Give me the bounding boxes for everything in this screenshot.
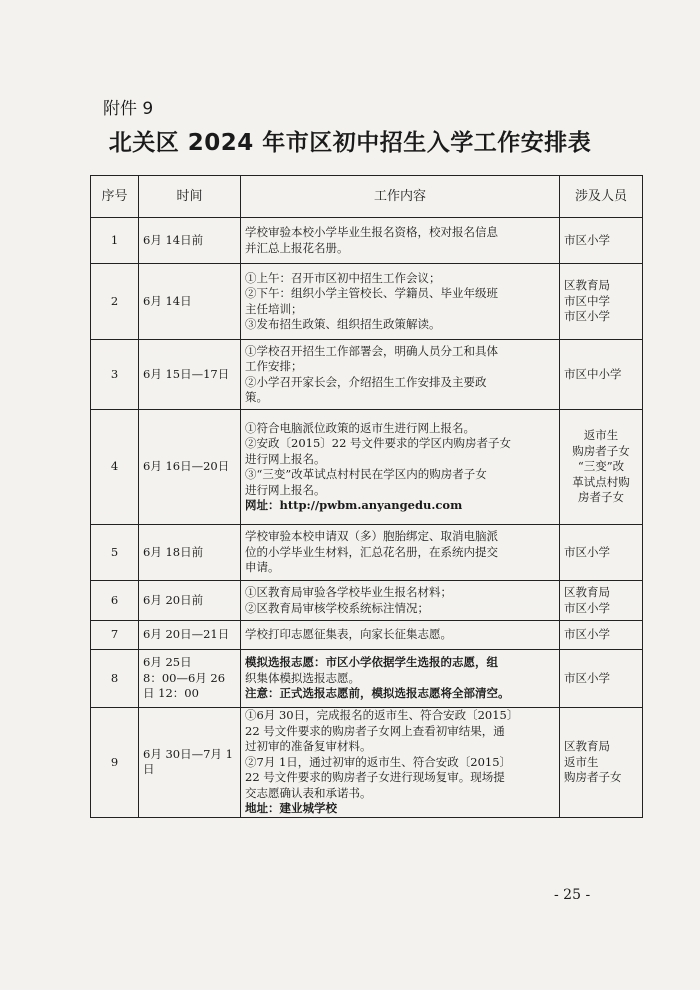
people-line: 市区小学 [564,600,610,615]
table-row [91,621,643,650]
time-line: 6月 25日 [143,655,192,670]
schedule-table [90,175,643,818]
people-line: 市区中小学 [564,366,622,381]
content-line: 并汇总上报花名册。 [245,240,349,255]
content-line: ①上午：召开市区初中招生工作会议； [245,270,441,285]
content-line: ②区教育局审核学校系统标注情况； [245,600,429,615]
people-line: 区教育局 [564,585,610,599]
cell-time [139,581,241,621]
time-line: 6月 15日—17日 [143,366,230,381]
cell-seq: 6 [91,581,139,621]
cell-people [560,410,643,525]
content-line: 进行网上报名。 [245,482,326,497]
people-line: 市区小学 [564,544,610,559]
time-line: 6月 20日—21日 [143,627,230,642]
cell-seq: 8 [91,650,139,708]
content-line: 注意：正式选报志愿前，模拟选报志愿将全部清空。 [245,686,510,701]
people-line: 返市生 [583,428,619,443]
cell-seq: 5 [91,525,139,581]
content-line: 学校审验本校小学毕业生报名资格，校对报名信息 [245,225,498,239]
people-line: 购房者子女 [564,770,622,784]
content-line: ②7月 1日，通过初审的返市生、符合安政〔2015〕 [245,754,512,769]
cell-time [139,410,241,525]
time-line: 6月 20日前 [143,592,204,607]
page-number: - 25 - [554,887,591,903]
people-line: 革试点村购 [572,474,630,489]
time-line: 日 12：00 [143,686,199,701]
cell-people [560,650,643,708]
people-line: 市区小学 [564,232,610,247]
header-people: 涉及人员 [560,176,643,218]
cell-people [560,264,643,340]
cell-content [241,525,560,581]
time-line: 6月 18日前 [143,544,204,559]
table-row [91,218,643,264]
content-line: 交志愿确认表和承诺书。 [245,785,372,800]
cell-time [139,218,241,264]
content-line: ①区教育局审验各学校毕业生报名材料； [245,585,452,599]
cell-time [139,650,241,708]
cell-people [560,581,643,621]
content-line: 学校审验本校申请双（多）胞胎绑定、取消电脑派 [245,529,498,544]
cell-content [241,340,560,410]
content-line: 申请。 [245,560,280,575]
cell-time [139,264,241,340]
content-line: 网址：http://pwbm.anyangedu.com [245,498,463,512]
content-line: 地址：建业城学校 [245,801,337,815]
content-line: 进行网上报名。 [245,451,326,466]
content-line: ③“三变”改革试点村村民在学区内的购房者子女 [245,467,487,481]
cell-content [241,581,560,621]
table-row [91,708,643,818]
attachment-label: 附件 9 [103,99,154,119]
people-line: 区教育局 [564,739,610,753]
cell-people [560,525,643,581]
cell-seq: 7 [91,621,139,650]
people-line: 返市生 [564,754,599,769]
content-line: ②安政〔2015〕22 号文件要求的学区内购房者子女 [245,436,512,450]
people-line: 市区中学 [564,293,610,308]
time-line: 8：00—6月 26 [143,670,226,685]
cell-seq: 9 [91,708,139,818]
cell-content [241,708,560,818]
cell-content [241,218,560,264]
cell-content [241,621,560,650]
content-line: 织集体模拟选报志愿。 [245,670,360,685]
table-row [91,650,643,708]
cell-people [560,218,643,264]
content-line: ②小学召开家长会，介绍招生工作安排及主要政 [245,374,487,389]
table-header-row [91,176,643,218]
header-seq: 序号 [91,176,139,218]
time-line: 6月 30日—7月 1 [143,746,233,761]
time-line: 6月 14日 [143,293,192,308]
table-row [91,264,643,340]
content-line: ①学校召开招生工作部署会，明确人员分工和具体 [245,343,498,358]
page-title: 北关区 2024 年市区初中招生入学工作安排表 [108,130,592,156]
header-time: 时间 [139,176,241,218]
content-line: 22 号文件要求的购房者子女网上查看初审结果，通 [245,723,505,738]
cell-content [241,410,560,525]
cell-people [560,621,643,650]
content-line: 22 号文件要求的购房者子女进行现场复审。现场提 [245,770,505,784]
content-line: 学校打印志愿征集表，向家长征集志愿。 [245,627,452,642]
time-line: 6月 16日—20日 [143,459,230,474]
table-row [91,340,643,410]
cell-content [241,650,560,708]
content-line: 位的小学毕业生材料，汇总花名册，在系统内提交 [245,544,498,559]
cell-seq: 4 [91,410,139,525]
header-content: 工作内容 [241,176,560,218]
cell-content [241,264,560,340]
people-line: 市区小学 [564,670,610,685]
people-line: “三变”改 [577,459,625,474]
table-body [91,218,643,818]
cell-seq: 2 [91,264,139,340]
table-row [91,525,643,581]
content-line: 过初审的准备复审材料。 [245,739,372,753]
content-line: ①符合电脑派位政策的返市生进行网上报名。 [245,420,475,435]
people-line: 区教育局 [564,278,610,293]
content-line: ③发布招生政策、组织招生政策解读。 [245,317,441,331]
cell-time [139,340,241,410]
content-line: 策。 [245,390,268,404]
time-line: 6月 14日前 [143,232,204,247]
content-line: ①6月 30日，完成报名的返市生、符合安政〔2015〕 [245,708,519,722]
cell-time [139,525,241,581]
cell-time [139,708,241,818]
cell-people [560,708,643,818]
people-line: 市区小学 [564,309,610,324]
content-line: ②下午：组织小学主管校长、学籍员、毕业年级班 [245,286,498,300]
table-row [91,410,643,525]
people-line: 市区小学 [564,627,610,642]
table-row [91,581,643,621]
cell-seq: 3 [91,340,139,410]
content-line: 工作安排； [245,359,303,373]
people-line: 购房者子女 [572,443,630,458]
time-line: 日 [143,762,155,777]
cell-seq: 1 [91,218,139,264]
content-line: 主任培训； [245,301,303,316]
content-line: 模拟选报志愿：市区小学依据学生选报的志愿，组 [245,655,498,670]
cell-people [560,340,643,410]
people-line: 房者子女 [578,490,624,505]
cell-time [139,621,241,650]
